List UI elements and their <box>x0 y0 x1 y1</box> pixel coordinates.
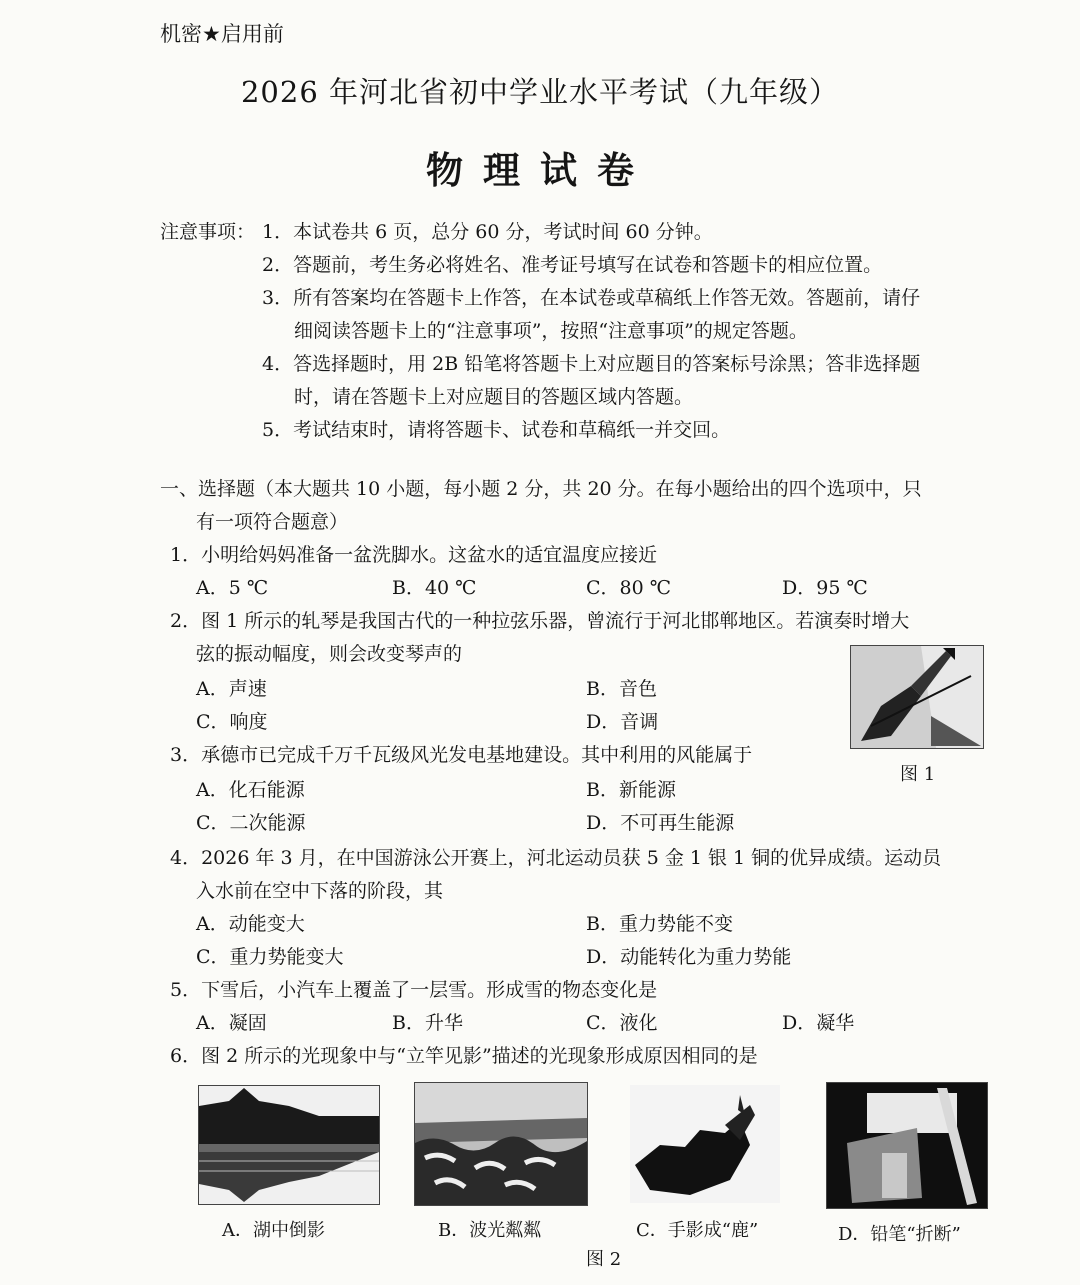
note-item: 细阅读答题卡上的“注意事项”，按照“注意事项”的规定答题。 <box>294 320 808 342</box>
note-item: 2．答题前，考生务必将姓名、准考证号填写在试卷和答题卡的相应位置。 <box>262 254 883 276</box>
q1-option-b: B．40 ℃ <box>392 577 477 599</box>
q5-option-a: A．凝固 <box>196 1012 267 1034</box>
figure-1-caption: 图 1 <box>900 764 936 785</box>
q2-option-b: B．音色 <box>586 678 657 700</box>
q5-option-d: D．凝华 <box>782 1012 855 1034</box>
figure-2b-caption: B．波光粼粼 <box>438 1220 542 1241</box>
figure-2b-image <box>414 1082 588 1206</box>
q2-option-d: D．音调 <box>586 711 659 733</box>
figure-2c-caption: C．手影成“鹿” <box>636 1220 759 1241</box>
question-1-stem: 1．小明给妈妈准备一盆洗脚水。这盆水的适宜温度应接近 <box>170 544 658 566</box>
note-item: 1．本试卷共 6 页，总分 60 分，考试时间 60 分钟。 <box>262 221 713 243</box>
q3-option-c: C．二次能源 <box>196 812 306 834</box>
q1-option-d: D．95 ℃ <box>782 577 868 599</box>
note-item: 3．所有答案均在答题卡上作答，在本试卷或草稿纸上作答无效。答题前，请仔 <box>262 287 921 309</box>
q4-option-c: C．重力势能变大 <box>196 946 344 968</box>
note-item: 时，请在答题卡上对应题目的答题区域内答题。 <box>294 386 694 408</box>
q2-option-a: A．声速 <box>196 678 267 700</box>
figure-2d-image <box>826 1082 988 1209</box>
q5-option-c: C．液化 <box>586 1012 658 1034</box>
note-item: 5．考试结束时，请将答题卡、试卷和草稿纸一并交回。 <box>262 419 731 441</box>
q4-option-b: B．重力势能不变 <box>586 913 733 935</box>
question-3-stem: 3．承德市已完成千万千瓦级风光发电基地建设。其中利用的风能属于 <box>170 744 753 766</box>
confidential-label: 机密★启用前 <box>160 22 284 46</box>
question-2-stem-cont: 弦的振动幅度，则会改变琴声的 <box>196 643 463 665</box>
q1-option-c: C．80 ℃ <box>586 577 672 599</box>
figure-1-image <box>850 645 984 749</box>
q2-option-c: C．响度 <box>196 711 268 733</box>
q4-option-a: A．动能变大 <box>196 913 305 935</box>
paper-title: 物理试卷 <box>426 148 654 192</box>
question-5-stem: 5．下雪后，小汽车上覆盖了一层雪。形成雪的物态变化是 <box>170 979 658 1001</box>
q1-option-a: A．5 ℃ <box>196 577 269 599</box>
figure-2c-image <box>630 1085 780 1203</box>
question-6-stem: 6．图 2 所示的光现象中与“立竿见影”描述的光现象形成原因相同的是 <box>170 1045 758 1067</box>
q5-option-b: B．升华 <box>392 1012 463 1034</box>
figure-2d-caption: D．铅笔“折断” <box>838 1224 961 1245</box>
question-4-stem-cont: 入水前在空中下落的阶段，其 <box>196 880 444 902</box>
notes-label: 注意事项： <box>160 221 256 243</box>
question-2-stem: 2．图 1 所示的轧琴是我国古代的一种拉弦乐器，曾流行于河北邯郸地区。若演奏时增大 <box>170 610 910 632</box>
q3-option-d: D．不可再生能源 <box>586 812 735 834</box>
section-heading-cont: 有一项符合题意） <box>196 511 349 533</box>
figure-2-caption: 图 2 <box>586 1249 622 1270</box>
section-heading: 一、选择题（本大题共 10 小题，每小题 2 分，共 20 分。在每小题给出的四个选项中，只 <box>160 478 922 500</box>
q3-option-b: B．新能源 <box>586 779 676 801</box>
q3-option-a: A．化石能源 <box>196 779 305 801</box>
figure-2a-caption: A．湖中倒影 <box>222 1220 325 1241</box>
question-4-stem: 4．2026 年 3 月，在中国游泳公开赛上，河北运动员获 5 金 1 银 1 铜的优异成绩。运动员 <box>170 847 942 869</box>
exam-title: 2026 年河北省初中学业水平考试（九年级） <box>240 75 840 109</box>
figure-2a-image <box>198 1085 380 1205</box>
q4-option-d: D．动能转化为重力势能 <box>586 946 792 968</box>
note-item: 4．答选择题时，用 2B 铅笔将答题卡上对应题目的答案标号涂黑；答非选择题 <box>262 353 921 375</box>
